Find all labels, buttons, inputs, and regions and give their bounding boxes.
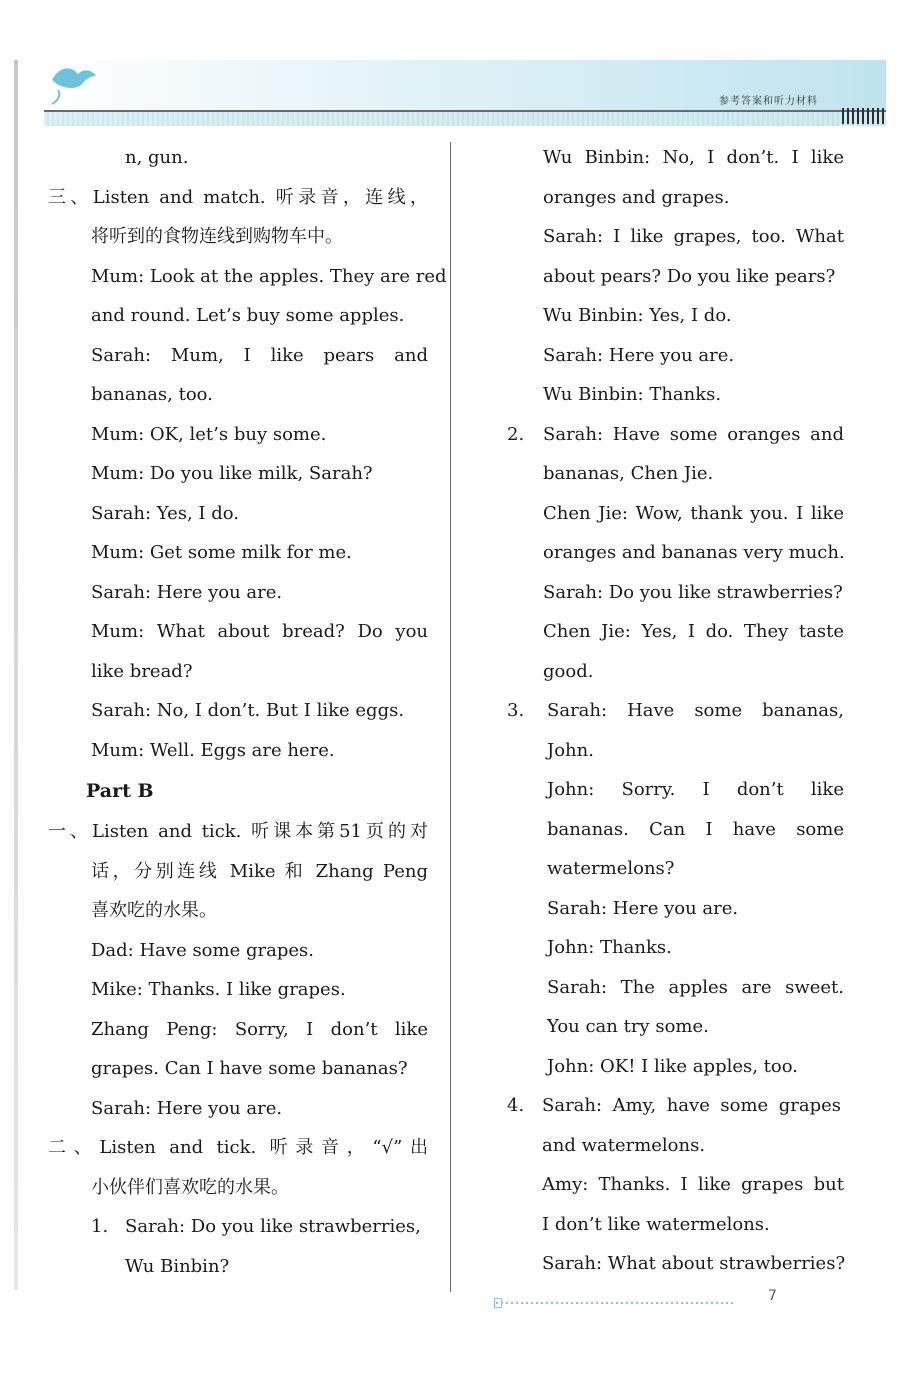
dialogue-line: Mum: Get some milk for me. [91,542,352,563]
dialogue-line: Chen Jie: Wow, thank you. I like [543,502,844,524]
dialogue-line: oranges and grapes. [543,186,730,208]
text-line: 小伙伴们喜欢吃的水果。 [91,1176,289,1198]
dialogue-line: good. [543,660,594,682]
dialogue-line: Mum: OK, let’s buy some. [91,423,327,445]
column-divider [450,142,451,1292]
numbered-dialogue [502,1086,844,1126]
dialogue-line: Sarah: I like grapes, too. What [543,226,844,247]
dialogue-line: John: Sorry. I don’t like [547,779,844,800]
dialogue-line: oranges and bananas very much. [543,542,845,563]
header-title: 参考答案和听力材料 [719,96,818,107]
dialogue-line: bananas, Chen Jie. [543,463,714,484]
dialogue-line: Sarah: Mum, I like pears and [91,344,428,366]
dialogue-line: Sarah: Do you like strawberries, [125,1216,421,1237]
text-line: 喜欢吃的水果。 [91,900,217,921]
dialogue-line: grapes. Can I have some bananas? [91,1058,408,1079]
dialogue-line: Sarah: Here you are. [547,897,739,919]
dialogue-line: Mum: Look at the apples. They are red [91,265,447,287]
dialogue-line: Sarah: The apples are sweet. [547,976,844,998]
item-number: 1. [91,1216,109,1237]
dialogue-line: You can try some. [547,1016,709,1037]
numbered-dialogue [502,691,844,731]
dialogue-line: Mum: Do you like milk, Sarah? [91,463,373,484]
dialogue-line: Mum: What about bread? Do you [91,621,428,642]
dialogue-line: Amy: Thanks. I like grapes but [542,1174,844,1195]
dialogue-line: Sarah: Have some bananas, [547,700,844,721]
section-heading: 一、Listen and tick. 听课本第51页的对 [48,821,428,842]
dialogue-line: watermelons? [547,858,675,879]
dialogue-line: Sarah: Here you are. [543,344,735,366]
footer-dotted-line [496,1302,736,1304]
header-barcode [842,108,886,124]
dialogue-line: Sarah: No, I don’t. But I like eggs. [91,700,405,721]
dialogue-line: Sarah: Here you are. [91,1097,283,1119]
section-heading: 二、Listen and tick. 听录音，“√”出 [48,1137,428,1158]
numbered-dialogue [502,415,844,455]
item-number: 3. [507,700,525,721]
dialogue-line: I don’t like watermelons. [542,1213,770,1235]
dialogue-line: and round. Let’s buy some apples. [91,305,405,326]
dialogue-line: Sarah: What about strawberries? [542,1253,846,1274]
dialogue-line: about pears? Do you like pears? [543,265,836,287]
right-column [502,138,844,1284]
item-number: 2. [507,423,525,445]
dialogue-line: bananas, too. [91,384,213,405]
text-line: n, gun. [125,147,189,168]
dialogue-line: Chen Jie: Yes, I do. They taste [543,621,844,642]
page-number: 7 [768,1288,777,1304]
item-number: 4. [507,1095,525,1116]
dialogue-line: Wu Binbin? [125,1255,230,1277]
dialogue-line: Sarah: Amy, have some grapes [542,1095,841,1116]
text-line: 话，分别连线 Mike 和 Zhang Peng [91,860,428,882]
dialogue-line: John: Thanks. [547,937,672,958]
dialogue-line: Mike: Thanks. I like grapes. [91,979,346,1000]
dialogue-line: John. [547,739,594,761]
left-column [48,138,447,1286]
header-rule [44,110,886,112]
numbered-dialogue [48,1207,428,1247]
dialogue-line: Zhang Peng: Sorry, I don’t like [91,1018,428,1040]
bird-logo-icon [48,60,100,108]
dialogue-line: bananas. Can I have some [547,818,844,840]
dialogue-line: Sarah: Have some oranges and [543,423,844,445]
section-heading: 三、Listen and match. 听录音，连线， [48,186,428,208]
dialogue-line: Wu Binbin: Yes, I do. [543,305,732,326]
dialogue-line: Sarah: Yes, I do. [91,502,240,524]
dialogue-line: Dad: Have some grapes. [91,939,314,961]
dialogue-line: John: OK! I like apples, too. [547,1055,798,1077]
dialogue-line: Wu Binbin: No, I don’t. I like [543,147,844,168]
text-line: 将听到的食物连线到购物车中。 [91,226,343,247]
page-edge-shadow [14,60,18,1290]
part-heading: Part B [86,780,154,802]
dialogue-line: Wu Binbin: Thanks. [543,384,722,405]
dialogue-line: and watermelons. [542,1134,706,1156]
dialogue-line: Sarah: Here you are. [91,581,283,603]
dialogue-line: Sarah: Do you like strawberries? [543,581,843,603]
dialogue-line: like bread? [91,660,193,682]
dialogue-line: Mum: Well. Eggs are here. [91,739,335,761]
